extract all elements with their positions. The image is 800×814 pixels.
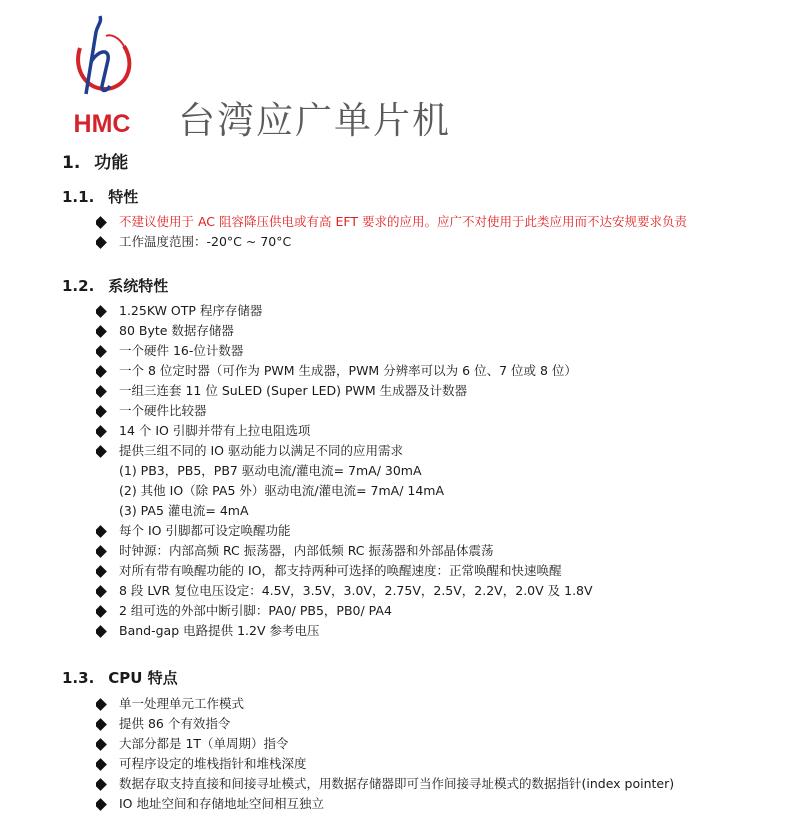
bullet-icon	[96, 365, 107, 378]
item-text: 一个硬件 16-位计数器	[119, 343, 244, 358]
bullet-icon	[96, 545, 107, 558]
list-item	[96, 774, 736, 794]
system-features-list	[96, 301, 736, 641]
item-text: 工作温度范围：-20°C ~ 70°C	[119, 234, 292, 249]
section-number: 1.1.	[62, 188, 95, 206]
cpu-features-list	[96, 694, 736, 814]
item-text: IO 地址空间和存储地址空间相互独立	[119, 796, 324, 811]
item-text: 2 组可选的外部中断引脚：PA0/ PB5，PB0/ PA4	[119, 603, 392, 618]
item-text: 80 Byte 数据存储器	[119, 323, 234, 338]
list-item	[96, 501, 736, 521]
item-text: (3) PA5 灌电流= 4mA	[119, 503, 249, 518]
bullet-icon	[96, 698, 107, 711]
section-number: 1.3.	[62, 669, 95, 687]
bullet-icon	[96, 405, 107, 418]
list-item	[96, 421, 736, 441]
item-text: (1) PB3，PB5，PB7 驱动电流/灌电流= 7mA/ 30mA	[119, 463, 422, 478]
item-text: 1.25KW OTP 程序存储器	[119, 303, 263, 318]
list-item	[96, 754, 736, 774]
bullet-icon	[96, 425, 107, 438]
item-text: 提供 86 个有效指令	[119, 716, 231, 731]
bullet-icon	[96, 778, 107, 791]
list-item	[96, 381, 736, 401]
item-text: 大部分都是 1T（单周期）指令	[119, 736, 289, 751]
bullet-icon	[96, 605, 107, 618]
item-text: 一组三连套 11 位 SuLED (Super LED) PWM 生成器及计数器	[119, 383, 468, 398]
bullet-icon	[96, 758, 107, 771]
bullet-icon	[96, 305, 107, 318]
list-item	[96, 441, 736, 461]
section-heading-1-2	[62, 275, 168, 296]
item-text: 时钟源：内部高频 RC 振荡器，内部低频 RC 振荡器和外部晶体震荡	[119, 543, 494, 558]
list-item	[96, 212, 736, 232]
bullet-icon	[96, 345, 107, 358]
section-heading-1	[62, 148, 128, 173]
item-text: 一个硬件比较器	[119, 403, 207, 418]
logo-text: HMC	[73, 110, 131, 138]
list-item	[96, 521, 736, 541]
list-item	[96, 581, 736, 601]
item-text: 8 段 LVR 复位电压设定：4.5V，3.5V，3.0V，2.75V，2.5V，2.2V，2.0V 及 1.8V	[119, 583, 593, 598]
list-item	[96, 401, 736, 421]
hmc-logo	[64, 14, 144, 138]
list-item	[96, 734, 736, 754]
list-item	[96, 561, 736, 581]
list-item	[96, 714, 736, 734]
section-number: 1.2.	[62, 277, 95, 295]
bullet-icon	[96, 585, 107, 598]
item-text: 提供三组不同的 IO 驱动能力以满足不同的应用需求	[119, 443, 403, 458]
section-heading-1-3	[62, 667, 178, 688]
list-item	[96, 232, 736, 252]
section-number: 1.	[62, 153, 81, 173]
page-title: 台湾应广单片机	[178, 99, 451, 142]
section-label: 特性	[108, 188, 139, 206]
feature-list	[96, 212, 736, 252]
bullet-icon	[96, 625, 107, 638]
list-item	[96, 361, 736, 381]
bullet-icon	[96, 216, 107, 229]
bullet-icon	[96, 565, 107, 578]
list-item	[96, 461, 736, 481]
item-text: 每个 IO 引脚都可设定唤醒功能	[119, 523, 291, 538]
item-text: 数据存取支持直接和间接寻址模式，用数据存储器即可当作间接寻址模式的数据指针(index pointer)	[119, 776, 675, 791]
bullet-icon	[96, 325, 107, 338]
list-item	[96, 694, 736, 714]
bullet-icon	[96, 718, 107, 731]
bullet-icon	[96, 385, 107, 398]
list-item	[96, 541, 736, 561]
item-text: 对所有带有唤醒功能的 IO，都支持两种可选择的唤醒速度：正常唤醒和快速唤醒	[119, 563, 562, 578]
item-text: (2) 其他 IO（除 PA5 外）驱动电流/灌电流= 7mA/ 14mA	[119, 483, 445, 498]
warning-text: 不建议使用于 AC 阻容降压供电或有高 EFT 要求的应用。应广不对使用于此类应用而不达安规要求负责	[119, 214, 687, 229]
item-text: Band-gap 电路提供 1.2V 参考电压	[119, 623, 320, 638]
bullet-icon	[96, 525, 107, 538]
item-text: 单一处理单元工作模式	[119, 696, 245, 711]
list-item	[96, 341, 736, 361]
item-text: 一个 8 位定时器（可作为 PWM 生成器，PWM 分辨率可以为 6 位、7 位或 8 位）	[119, 363, 577, 378]
list-item	[96, 601, 736, 621]
section-label: 系统特性	[108, 277, 169, 295]
bullet-icon	[96, 738, 107, 751]
list-item	[96, 481, 736, 501]
list-item	[96, 621, 736, 641]
list-item	[96, 794, 736, 814]
list-item	[96, 321, 736, 341]
bullet-icon	[96, 236, 107, 249]
bullet-icon	[96, 445, 107, 458]
section-heading-1-1	[62, 186, 138, 207]
section-label: 功能	[94, 153, 129, 173]
hmc-logo-icon	[72, 14, 134, 106]
item-text: 可程序设定的堆栈指针和堆栈深度	[119, 756, 307, 771]
item-text: 14 个 IO 引脚并带有上拉电阻选项	[119, 423, 311, 438]
section-label: CPU 特点	[108, 669, 178, 687]
list-item	[96, 301, 736, 321]
